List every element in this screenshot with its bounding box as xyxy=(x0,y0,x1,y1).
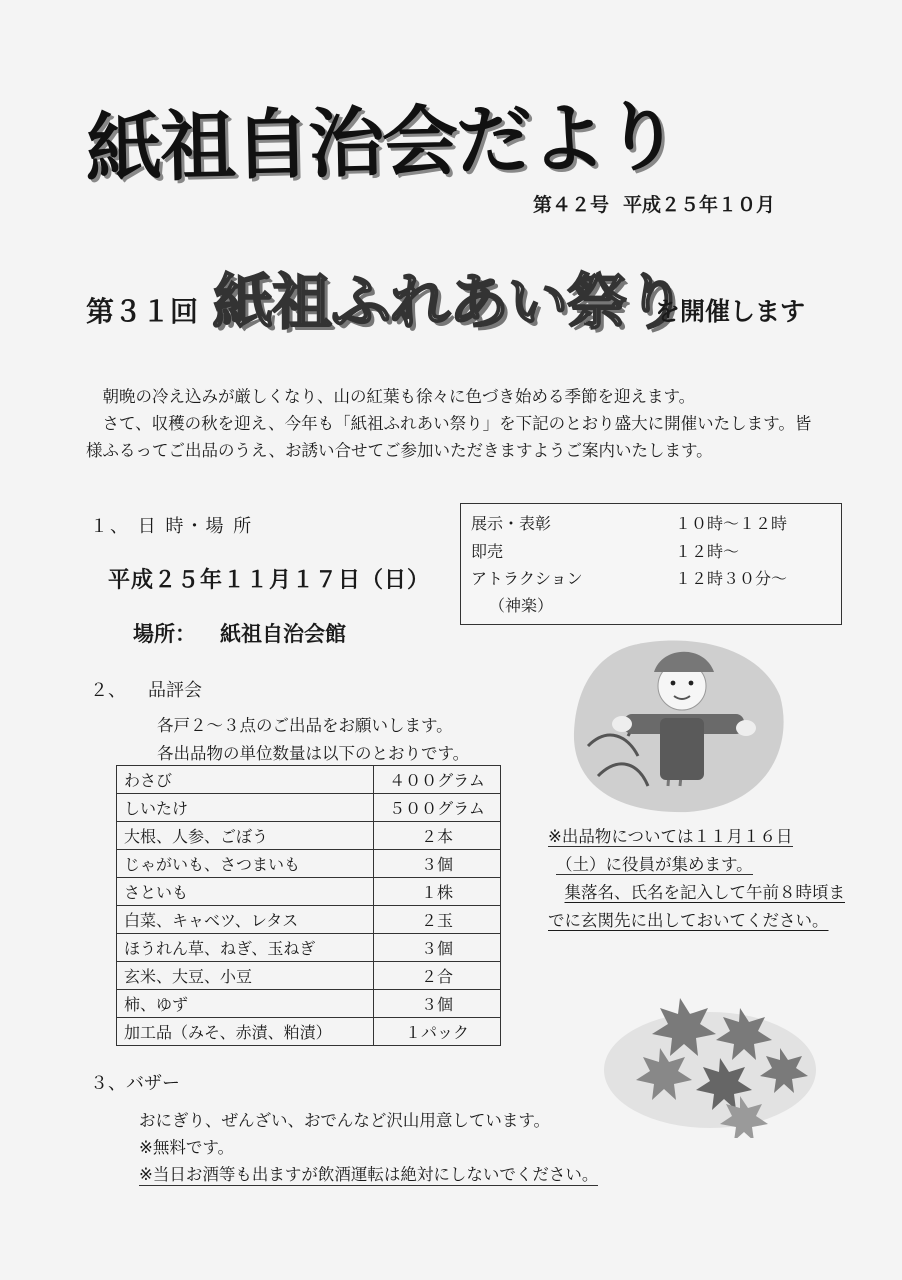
section-heading-judging xyxy=(90,676,202,702)
section-number: ２、 xyxy=(90,680,126,701)
item-name: 白菜、キャベツ、レタス xyxy=(117,906,374,934)
table-row xyxy=(117,794,501,822)
table-row xyxy=(117,990,501,1018)
place-label: 場所： xyxy=(133,622,196,646)
item-name: じゃがいも、さつまいも xyxy=(117,850,374,878)
table-row xyxy=(117,906,501,934)
table-row xyxy=(117,822,501,850)
intro-paragraph-2: さて、収穫の秋を迎え、今年も「紙祖ふれあい祭り」を下記のとおり盛大に開催いたします。皆様ふるってご出品のうえ、お誘い合せてご参加いただきますようご案内いたします。 xyxy=(86,414,812,460)
table-row xyxy=(117,962,501,990)
item-quantity: ３個 xyxy=(374,934,501,962)
item-quantity: ３個 xyxy=(374,990,501,1018)
schedule-label: 即売 xyxy=(471,542,504,561)
event-place xyxy=(133,618,346,648)
section-heading-datetime: １、 日 時・場 所 xyxy=(90,516,254,537)
note-line-2: （土）に役員が集めます。 xyxy=(556,855,753,874)
section-heading-bazaar: ３、バザー xyxy=(90,1073,180,1094)
item-name: 大根、人参、ごぼう xyxy=(117,822,374,850)
section-title: 品評会 xyxy=(148,680,202,701)
table-row xyxy=(117,934,501,962)
item-name: わさび xyxy=(117,766,374,794)
judging-lead-2: 各出品物の単位数量は以下のとおりです。 xyxy=(157,744,470,763)
issue-date: 平成２５年１０月 xyxy=(623,194,776,216)
collection-note xyxy=(548,823,853,935)
item-name: ほうれん草、ねぎ、玉ねぎ xyxy=(117,934,374,962)
item-name: さといも xyxy=(117,878,374,906)
item-name: しいたけ xyxy=(117,794,374,822)
issue-number: 第４２号 xyxy=(533,194,610,216)
item-quantity: ２玉 xyxy=(374,906,501,934)
event-ordinal: 第３１回 xyxy=(86,295,199,328)
item-name: 加工品（みそ、赤漬、粕漬） xyxy=(117,1018,374,1046)
schedule-time: １０時～１２時 xyxy=(675,514,788,533)
place-value: 紙祖自治会館 xyxy=(220,622,346,646)
schedule-time: １２時～ xyxy=(675,542,740,561)
item-quantity: １株 xyxy=(374,878,501,906)
event-name: 紙祖ふれあい祭り xyxy=(213,268,685,338)
scarecrow-illustration xyxy=(568,636,786,814)
table-row xyxy=(117,850,501,878)
item-quantity: １パック xyxy=(374,1018,501,1046)
schedule-note: （神楽） xyxy=(489,596,554,615)
table-row xyxy=(117,766,501,794)
item-name: 玄米、大豆、小豆 xyxy=(117,962,374,990)
item-quantity: ２本 xyxy=(374,822,501,850)
intro-text xyxy=(86,383,826,464)
item-name: 柿、ゆず xyxy=(117,990,374,1018)
issue-info xyxy=(533,190,775,217)
item-quantity: ５００グラム xyxy=(374,794,501,822)
bazaar-line-1: おにぎり、ぜんざい、おでんなど沢山用意しています。 xyxy=(139,1111,551,1130)
item-quantity: ２合 xyxy=(374,962,501,990)
event-date: 平成２５年１１月１７日（日） xyxy=(108,568,431,593)
item-quantity: ４００グラム xyxy=(374,766,501,794)
newsletter-title: 紙祖自治会だより xyxy=(85,91,679,193)
table-row xyxy=(117,1018,501,1046)
item-quantity: ３個 xyxy=(374,850,501,878)
note-line-1: ※出品物については１１月１６日 xyxy=(548,827,793,846)
bazaar-line-2: ※無料です。 xyxy=(139,1138,235,1157)
maple-leaves-illustration xyxy=(600,978,820,1138)
schedule-time: １２時３０分～ xyxy=(675,569,788,588)
bazaar-line-3: ※当日お酒等も出ますが飲酒運転は絶対にしないでください。 xyxy=(139,1161,598,1186)
table-row xyxy=(117,878,501,906)
schedule-box xyxy=(460,503,842,625)
schedule-label: アトラクション xyxy=(471,569,583,588)
entry-items-table xyxy=(116,765,501,1046)
schedule-label: 展示・表彰 xyxy=(471,514,552,533)
event-suffix: を開催します xyxy=(655,297,806,326)
judging-lead-1: 各戸２～３点のご出品をお願いします。 xyxy=(157,716,453,735)
note-line-3: 集落名、氏名を記入して午前８時頃までに玄関先に出しておいてください。 xyxy=(548,883,845,930)
intro-paragraph-1: 朝晩の冷え込みが厳しくなり、山の紅葉も徐々に色づき始める季節を迎えます。 xyxy=(102,387,696,406)
